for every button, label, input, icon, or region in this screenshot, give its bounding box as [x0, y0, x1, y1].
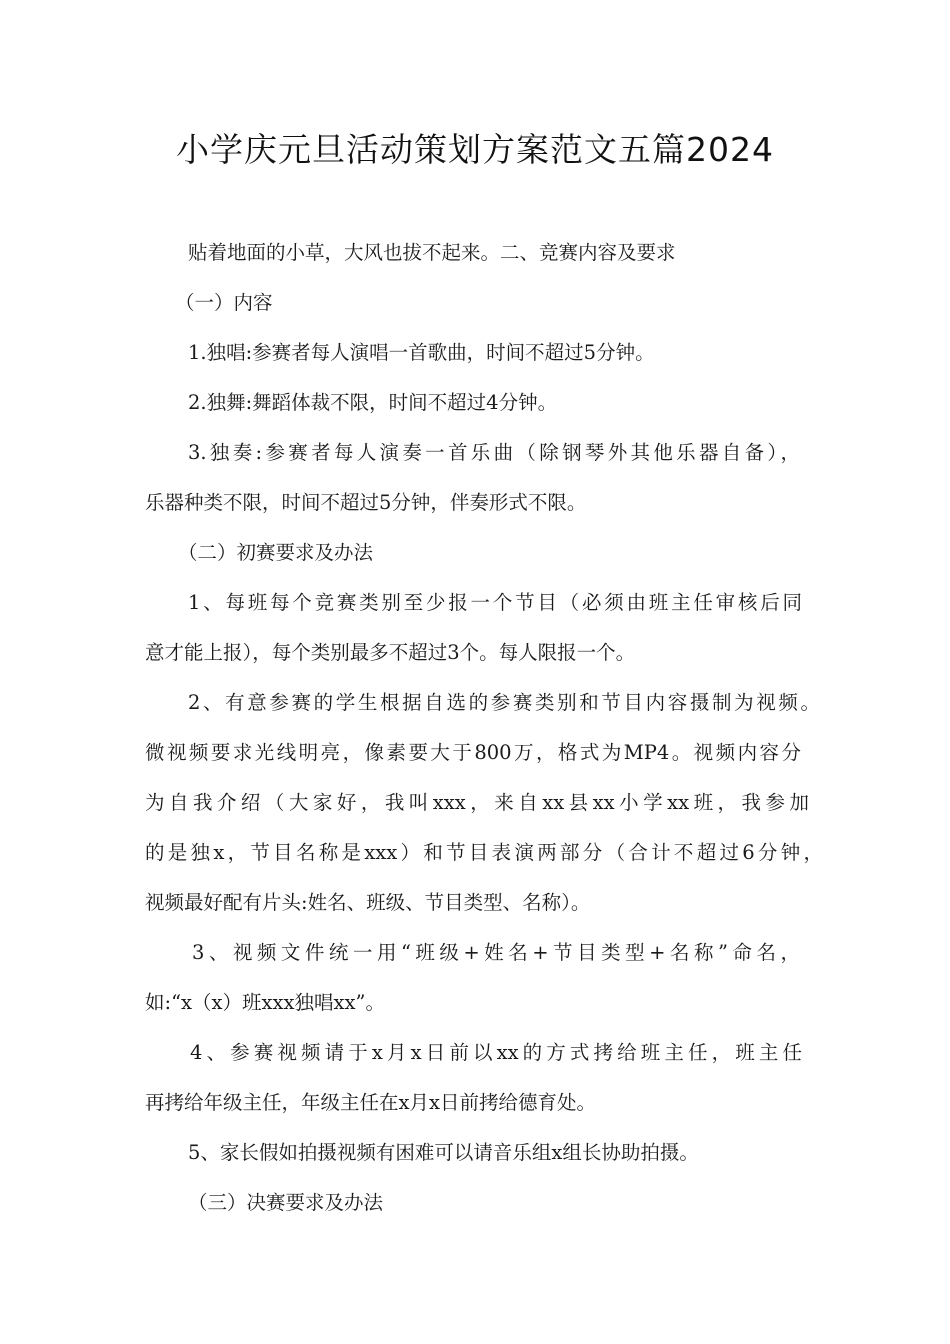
document-title: 小学庆元旦活动策划方案范文五篇2024 — [176, 130, 774, 169]
paragraph-line: 贴着地面的小草，大风也拔不起来。二、竞赛内容及要求 — [188, 241, 676, 264]
section-heading-content: （一）内容 — [175, 291, 273, 314]
paragraph-line: 如:“x（x）班xxx独唱xx”。 — [145, 991, 385, 1014]
paragraph-line: 1、每班每个竞赛类别至少报一个节目（必须由班主任审核后同 — [188, 591, 802, 614]
paragraph-line: 为自我介绍（大家好，我叫xxx，来自xx县xx小学xx班，我参加 — [145, 791, 809, 814]
section-heading-preliminary: （二）初赛要求及办法 — [178, 541, 374, 564]
section-heading-final: （三）决赛要求及办法 — [188, 1191, 384, 1214]
paragraph-line: 5、家长假如拍摄视频有困难可以请音乐组x组长协助拍摄。 — [188, 1141, 699, 1164]
paragraph-line: 2.独舞:舞蹈体裁不限，时间不超过4分钟。 — [188, 391, 558, 414]
paragraph-line: 2、有意参赛的学生根据自选的参赛类别和节目内容摄制为视频。 — [188, 691, 820, 714]
paragraph-line: 1.独唱:参赛者每人演唱一首歌曲，时间不超过5分钟。 — [188, 341, 655, 364]
paragraph-line: 3、视频文件统一用“班级+姓名+节目类型+名称”命名， — [192, 941, 800, 964]
paragraph-line: 微视频要求光线明亮，像素要大于800万，格式为MP4。视频内容分 — [145, 741, 801, 764]
paragraph-line: 视频最好配有片头:姓名、班级、节目类型、名称）。 — [145, 891, 591, 914]
paragraph-line: 再拷给年级主任，年级主任在x月x日前拷给德育处。 — [145, 1091, 596, 1114]
paragraph-line: 意才能上报），每个类别最多不超过3个。每人限报一个。 — [145, 641, 636, 664]
paragraph-line: 3.独奏:参赛者每人演奏一首乐曲（除钢琴外其他乐器自备）， — [188, 441, 800, 464]
paragraph-line: 乐器种类不限，时间不超过5分钟，伴奏形式不限。 — [145, 491, 587, 514]
paragraph-line: 4、参赛视频请于x月x日前以xx的方式拷给班主任，班主任 — [190, 1041, 802, 1064]
paragraph-line: 的是独x，节目名称是xxx）和节目表演两部分（合计不超过6分钟， — [145, 841, 823, 864]
